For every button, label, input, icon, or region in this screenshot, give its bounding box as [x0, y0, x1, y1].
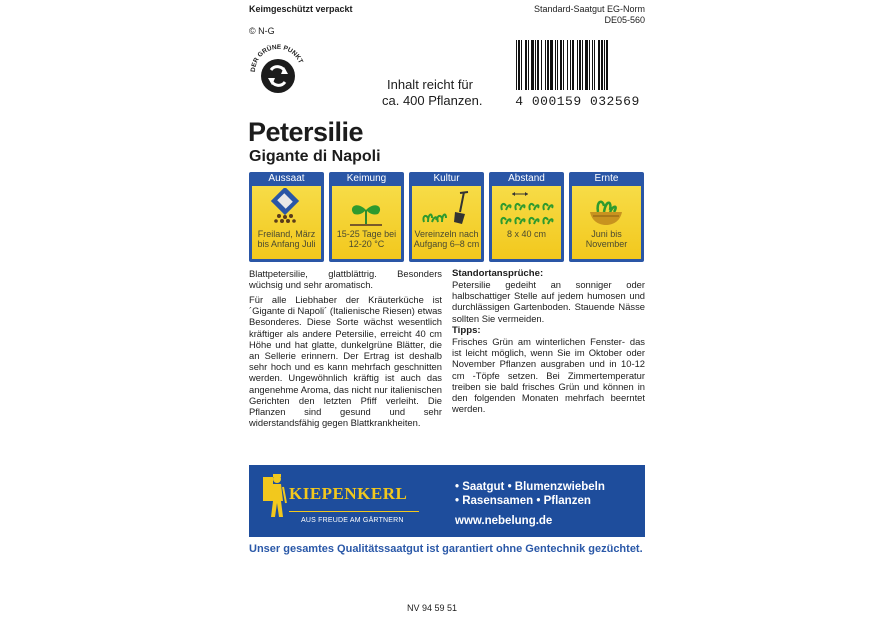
recycling-arrows-icon — [247, 40, 309, 102]
sprout-icon — [332, 188, 401, 228]
barcode-bar — [592, 40, 593, 90]
yield-line-2: ca. 400 Pflanzen. — [382, 93, 483, 108]
card-text: 8 x 40 cm — [506, 229, 546, 239]
card-aussaat — [249, 172, 324, 262]
barcode-bar — [579, 40, 581, 90]
brand-slogan: AUS FREUDE AM GÄRTNERN — [301, 517, 404, 524]
barcode-bar — [545, 40, 546, 90]
standard-note: Standard-Saatgut EG-Norm — [533, 4, 645, 14]
card-text: Freiland, März bis Anfang Juli — [257, 229, 316, 249]
card-ernte — [569, 172, 644, 262]
barcode-bar — [525, 40, 527, 90]
brand-name: KIEPENKERL — [289, 484, 408, 503]
barcode-bar — [560, 40, 562, 90]
barcode-bar — [555, 40, 556, 90]
website-link[interactable]: www.nebelung.de — [455, 515, 553, 527]
barcode-bar — [594, 40, 595, 90]
barcode-bar — [604, 40, 605, 90]
barcode-bars — [512, 40, 643, 90]
gruener-punkt-logo — [247, 40, 309, 102]
card-title: Ernte — [594, 173, 619, 184]
tipps-text: Frisches Grün am winterlichen Fenster- das ist leicht möglich, wenn Sie im Oktober oder November Pflanzen ausgraben und in 10-12 cm -Töpfe setzen. Bei Zimmertemperatur treiben sie bald frisches Grün und können in den folgenden Monaten mehrfach beerntet werden. — [452, 336, 645, 415]
barcode-bar — [585, 40, 588, 90]
standort-heading: Standortansprüche: — [452, 268, 544, 279]
barcode-bar — [601, 40, 603, 90]
card-text: Juni bis November — [585, 229, 628, 249]
brand-banner — [249, 465, 645, 537]
description-text: Für alle Liebhaber der Kräuterküche ist ´Gigante di Napoli´ (Italienische Riesen) etwas Besonderes. Diese Sorte wächst wesentlich kräftiger als andere Petersilie, erreicht 40 cm Höhe und hat glatte, dunkelgrüne Blätter, die an Sellerie erinnern. Der Ertrag ist deshalb sehr hoch und es kann mehrfach geschnitten werden. Ungewöhnlich kräftig ist auch das angenehme Aroma, das nicht nur italienischen Gerichten den letzten Pfiff verleiht. Die Pflanzen sind gesund und sehr widerstandsfähig gegen Blattkrankheiten. — [249, 294, 442, 429]
card-title: Abstand — [508, 173, 545, 184]
card-title: Keimung — [346, 173, 387, 184]
article-number: NV 94 59 51 — [407, 603, 458, 613]
barcode-digits: 4 000159 032569 — [515, 94, 640, 109]
barcode-bar — [531, 40, 534, 90]
spacing-rows-icon — [492, 188, 561, 228]
card-title: Kultur — [433, 173, 460, 184]
standort-text: Petersilie gedeiht an sonniger oder halbschattiger Stelle auf jedem humosen und durchlässigen Gartenboden. Stauende Nässe sollten Sie vermeiden. — [452, 279, 645, 324]
category-line-2: • Rasensamen • Pflanzen — [455, 495, 591, 507]
yield-line-1: Inhalt reicht für — [387, 77, 473, 92]
tipps-heading: Tipps: — [452, 325, 481, 336]
category-line-1: • Saatgut • Blumenzwiebeln — [455, 481, 605, 493]
intro-text: Blattpetersilie, glattblättrig. Besonders wüchsig und sehr aromatisch. — [249, 268, 442, 291]
barcode-bar — [518, 40, 520, 90]
barcode — [512, 40, 643, 109]
card-text: 15-25 Tage bei 12-20 °C — [336, 229, 397, 249]
product-name: Petersilie — [248, 117, 364, 147]
barcode-bar — [521, 40, 522, 90]
card-title: Aussaat — [268, 173, 305, 184]
barcode-bar — [589, 40, 590, 90]
product-variety: Gigante di Napoli — [249, 148, 381, 165]
barcode-bar — [606, 40, 608, 90]
card-kultur — [409, 172, 484, 262]
brand-divider — [289, 511, 419, 512]
barcode-bar — [516, 40, 517, 90]
batch-number: DE05-560 — [604, 15, 645, 25]
gentech-note: Unser gesamtes Qualitätssaatgut ist garantiert ohne Gentechnik gezüchtet. — [249, 543, 643, 555]
copyright-note: © N-G — [249, 26, 275, 36]
product-categories — [455, 480, 605, 528]
barcode-bar — [550, 40, 553, 90]
harvest-bowl-icon — [572, 188, 641, 228]
card-abstand — [489, 172, 564, 262]
kiepenkerl-figure-icon — [261, 473, 287, 519]
barcode-bar — [570, 40, 571, 90]
barcode-bar — [541, 40, 542, 90]
card-keimung — [329, 172, 404, 262]
barcode-bar — [547, 40, 549, 90]
barcode-bar — [572, 40, 574, 90]
barcode-bar — [598, 40, 600, 90]
barcode-bar — [535, 40, 536, 90]
barcode-bar — [563, 40, 564, 90]
spade-plants-icon — [412, 188, 481, 228]
seed-packet-icon — [252, 188, 321, 228]
protection-note: Keimgeschützt verpackt — [249, 4, 353, 14]
barcode-bar — [557, 40, 558, 90]
card-text: Vereinzeln nach Aufgang 6–8 cm — [413, 229, 480, 249]
barcode-bar — [537, 40, 539, 90]
barcode-bar — [528, 40, 529, 90]
barcode-bar — [567, 40, 568, 90]
barcode-bar — [582, 40, 583, 90]
gruener-punkt-text: DER GRÜNE PUNKT — [249, 43, 305, 73]
barcode-bar — [577, 40, 578, 90]
